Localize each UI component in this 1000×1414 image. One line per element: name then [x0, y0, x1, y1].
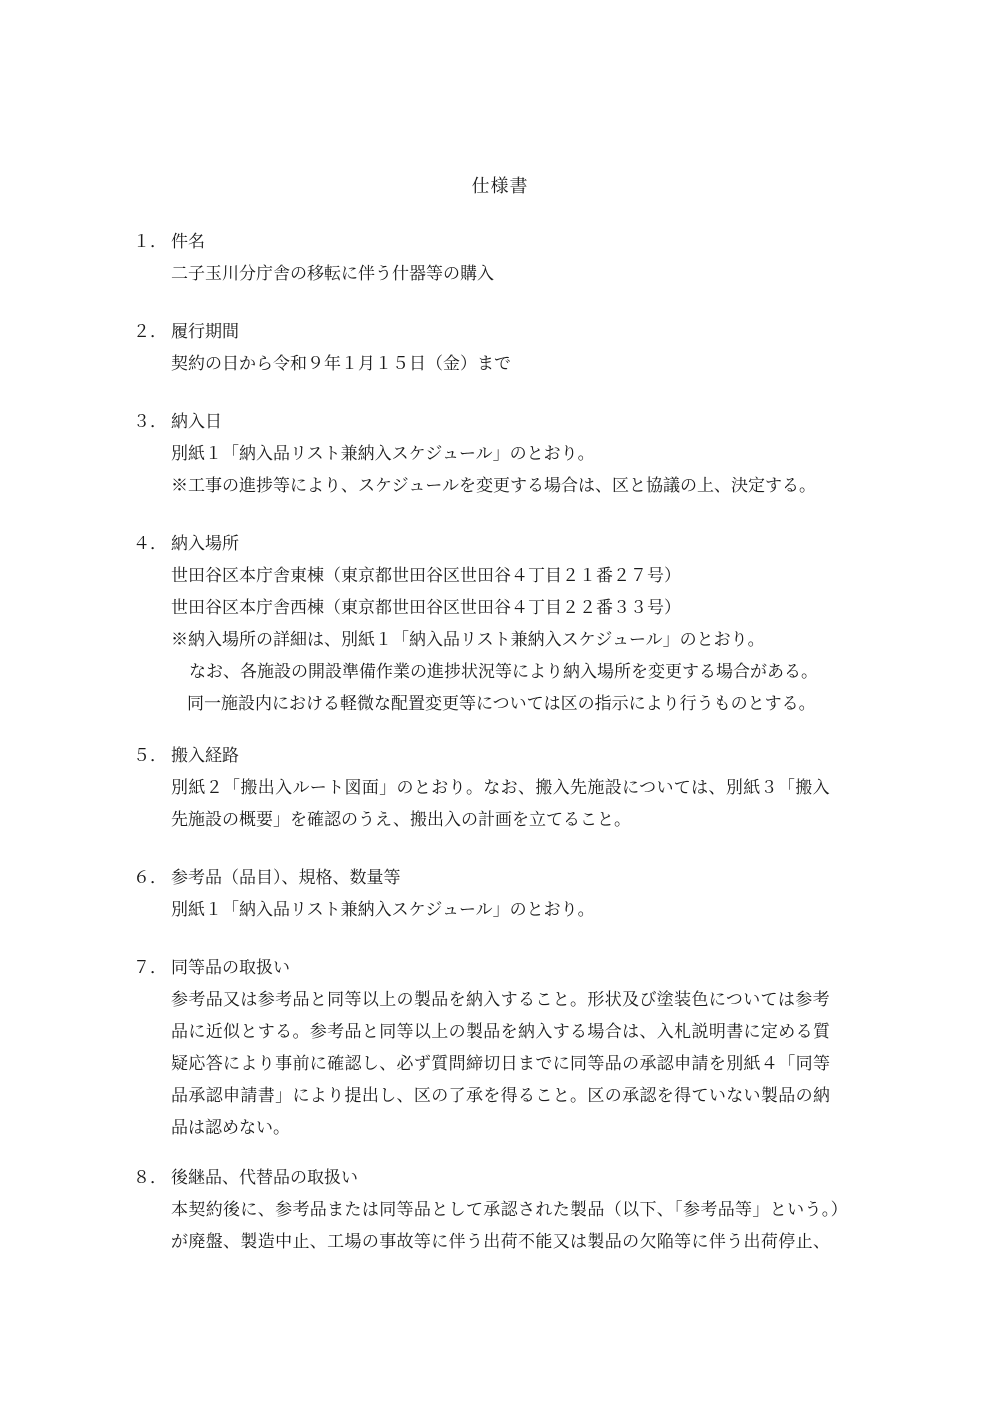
- section-number: ６．: [133, 868, 167, 888]
- section-delivery-place: [133, 528, 873, 720]
- section-text-line: 別紙１「納入品リスト兼納入スケジュール」のとおり。: [171, 444, 595, 464]
- section-title: 同等品の取扱い: [171, 958, 290, 978]
- section-text-line: なお、各施設の開設準備作業の進捗状況等により納入場所を変更する場合がある。: [189, 662, 818, 682]
- section-text-line: 契約の日から令和９年１月１５日（金）まで: [171, 354, 511, 374]
- section-text-line: 疑応答により事前に確認し、必ず質問締切日までに同等品の承認申請を別紙４「同等: [171, 1054, 831, 1074]
- section-number: ３．: [133, 412, 167, 432]
- section-text-line: 品承認申請書」により提出し、区の了承を得ること。区の承認を得ていない製品の納: [171, 1086, 831, 1106]
- section-equivalent-items: [133, 952, 873, 1144]
- section-number: ４．: [133, 534, 167, 554]
- section-heading: [133, 1162, 873, 1194]
- section-number: ７．: [133, 958, 167, 978]
- section-heading: [133, 226, 873, 258]
- section-text-line: 品に近似とする。参考品と同等以上の製品を納入する場合は、入札説明書に定める質: [171, 1022, 831, 1042]
- section-text-line: 同一施設内における軽微な配置変更等については区の指示により行うものとする。: [187, 694, 816, 714]
- section-number: ８．: [133, 1168, 167, 1188]
- section-text-line: ※納入場所の詳細は、別紙１「納入品リスト兼納入スケジュール」のとおり。: [171, 630, 765, 650]
- section-text-line: 参考品又は参考品と同等以上の製品を納入すること。形状及び塗装色については参考: [171, 990, 830, 1010]
- section-period: [133, 316, 873, 380]
- section-number: ２．: [133, 322, 167, 342]
- section-text-line: 世田谷区本庁舎西棟（東京都世田谷区世田谷４丁目２２番３３号）: [171, 598, 681, 618]
- section-heading: [133, 406, 873, 438]
- section-text-line: 先施設の概要」を確認のうえ、搬出入の計画を立てること。: [171, 810, 632, 830]
- section-text-line: ※工事の進捗等により、スケジュールを変更する場合は、区と協議の上、決定する。: [171, 476, 816, 496]
- section-route: [133, 740, 873, 836]
- section-title: 件名: [171, 232, 205, 252]
- section-heading: [133, 316, 873, 348]
- section-title: 納入日: [171, 412, 222, 432]
- section-heading: [133, 740, 873, 772]
- document-title: 仕様書: [471, 176, 529, 197]
- section-title: 納入場所: [171, 534, 239, 554]
- section-text-line: 別紙２「搬出入ルート図面」のとおり。なお、搬入先施設については、別紙３「搬入: [171, 778, 830, 798]
- section-text-line: が廃盤、製造中止、工場の事故等に伴う出荷不能又は製品の欠陥等に伴う出荷停止、: [171, 1232, 831, 1252]
- section-text-line: 別紙１「納入品リスト兼納入スケジュール」のとおり。: [171, 900, 595, 920]
- section-title: 履行期間: [171, 322, 239, 342]
- section-text-line: 品は認めない。: [171, 1118, 290, 1138]
- section-text-line: 世田谷区本庁舎東棟（東京都世田谷区世田谷４丁目２１番２７号）: [171, 566, 681, 586]
- section-heading: [133, 862, 873, 894]
- section-successor-items: [133, 1162, 873, 1258]
- section-heading: [133, 952, 873, 984]
- section-number: １．: [133, 232, 167, 252]
- section-subject: [133, 226, 873, 290]
- section-title: 後継品、代替品の取扱い: [171, 1168, 358, 1188]
- section-heading: [133, 528, 873, 560]
- section-text-line: 二子玉川分庁舎の移転に伴う什器等の購入: [171, 264, 494, 284]
- section-title: 参考品（品目）、規格、数量等: [171, 868, 401, 888]
- section-title: 搬入経路: [171, 746, 239, 766]
- section-delivery-date: [133, 406, 873, 502]
- section-number: ５．: [133, 746, 167, 766]
- section-reference-items: [133, 862, 873, 926]
- section-text-line: 本契約後に、参考品または同等品として承認された製品（以下、「参考品等」という。）: [171, 1200, 848, 1220]
